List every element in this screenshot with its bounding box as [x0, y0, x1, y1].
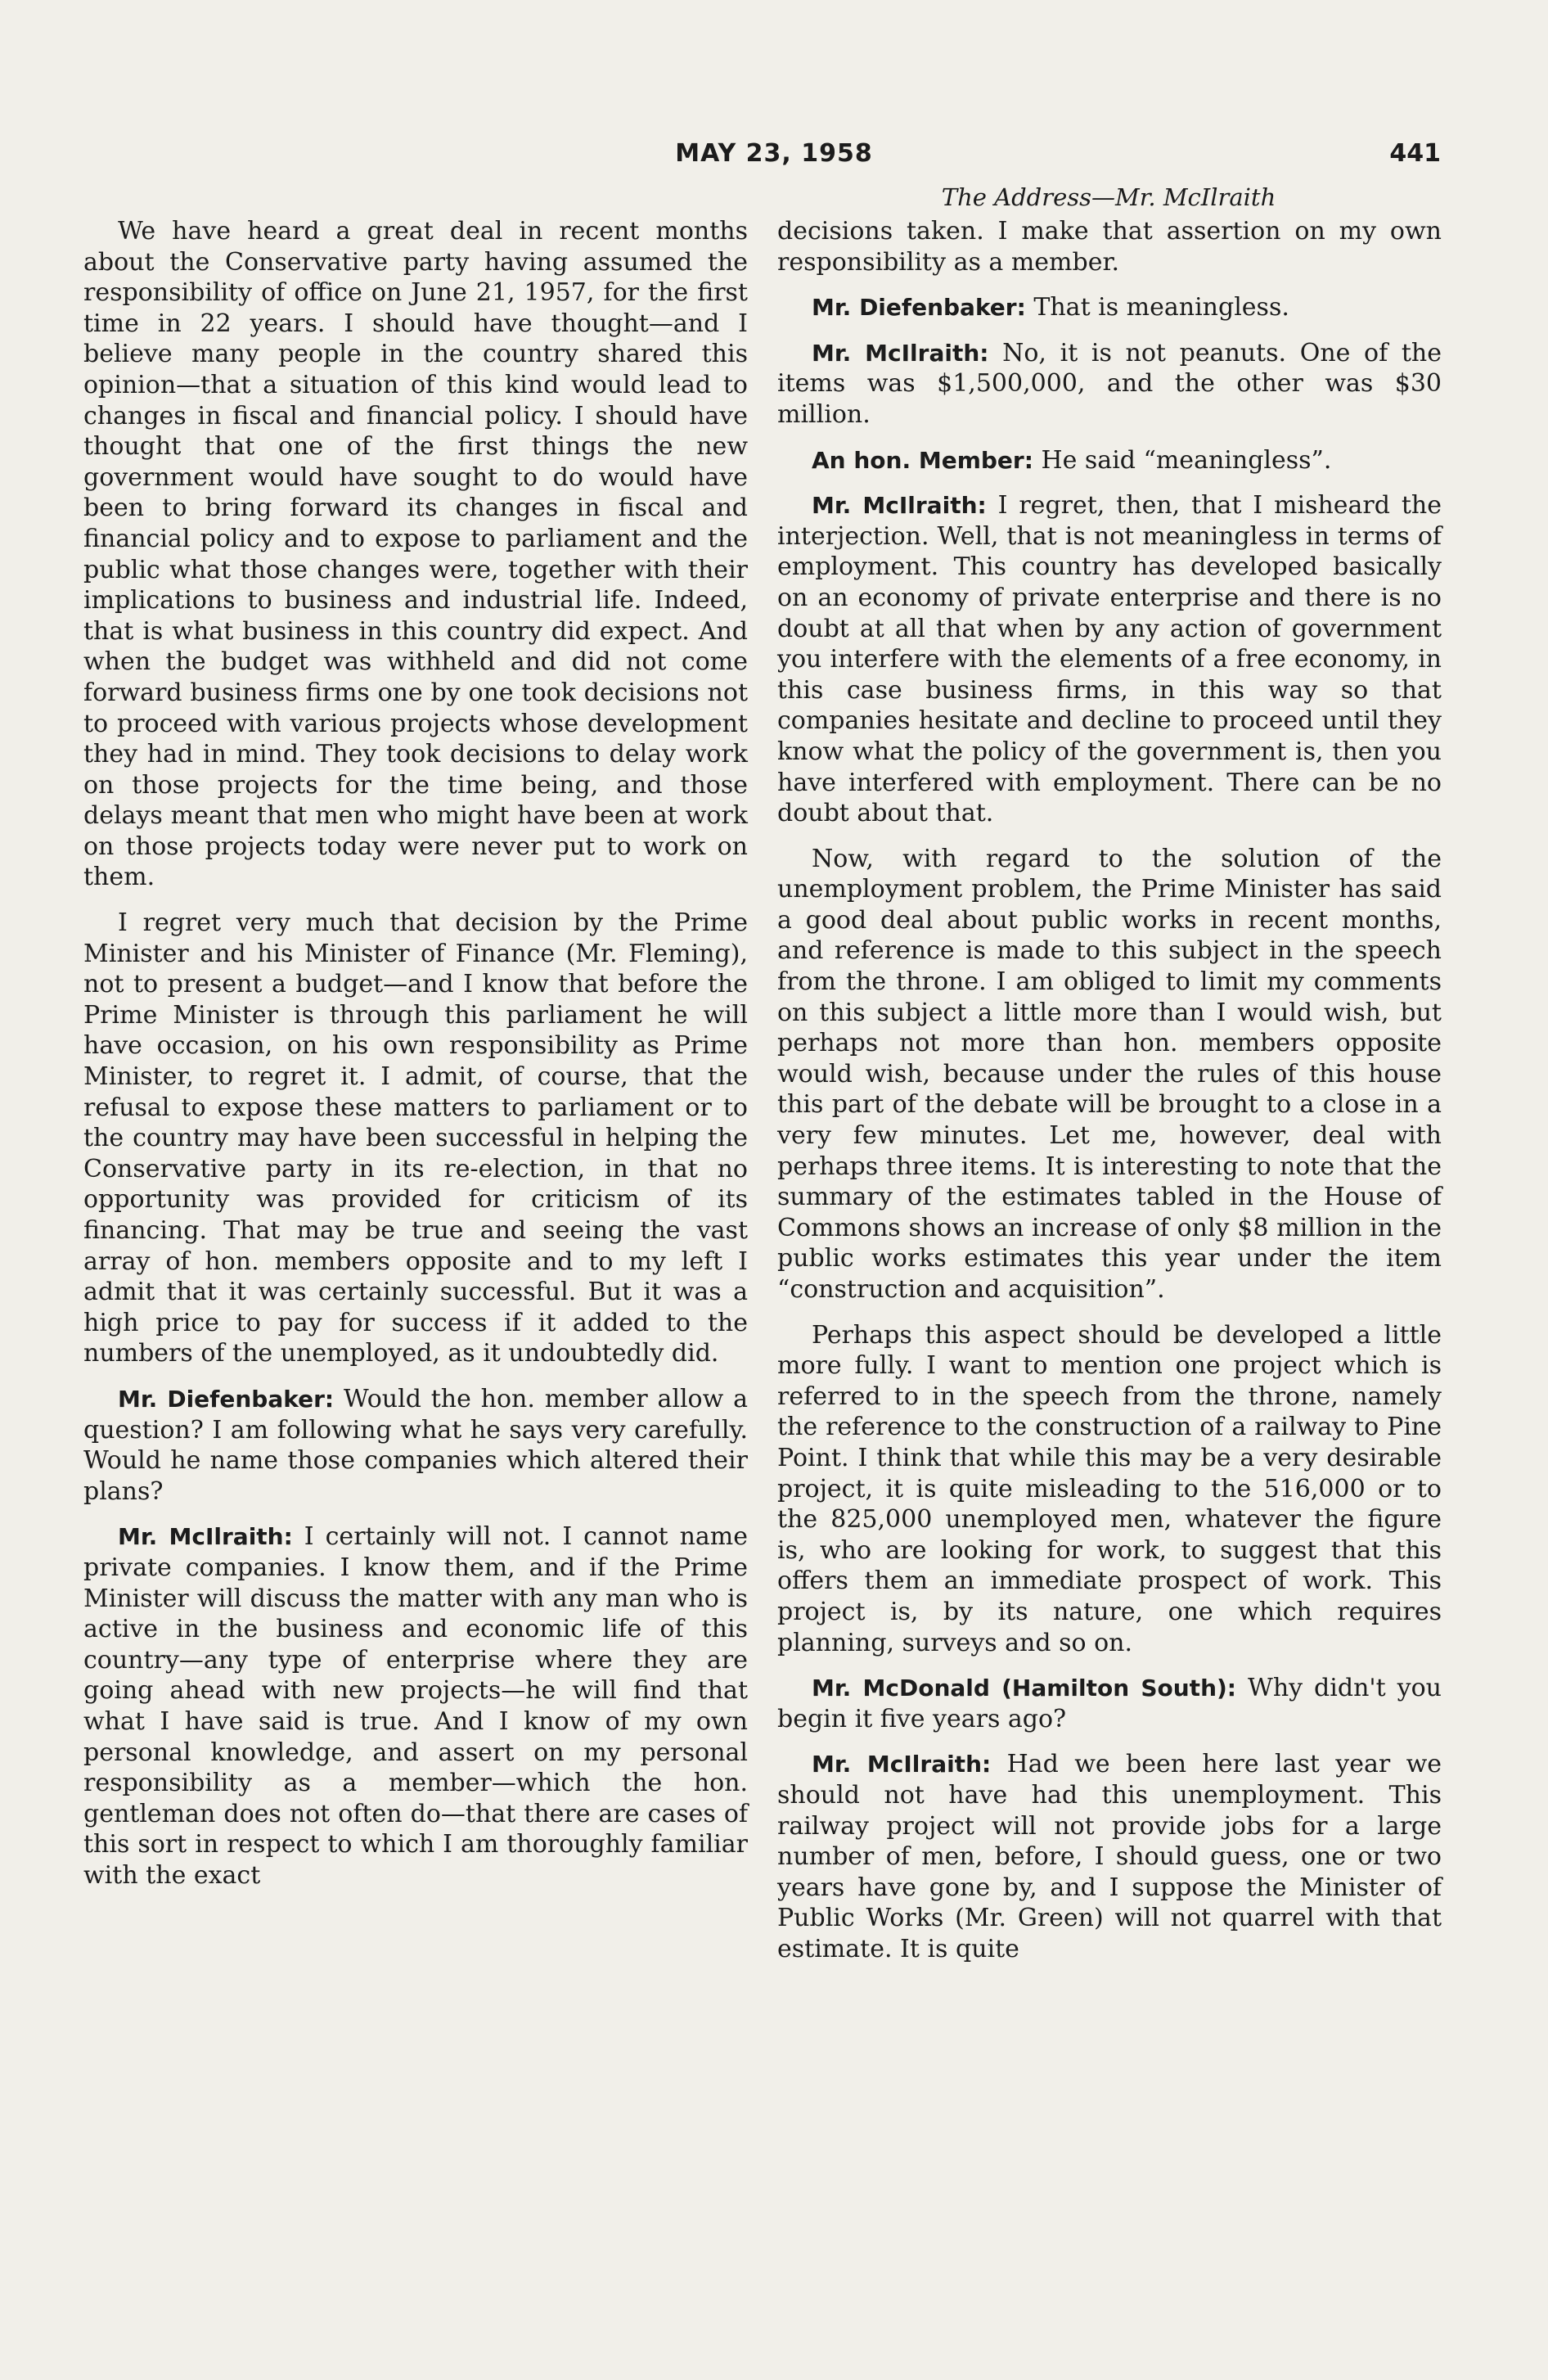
page-date: MAY 23, 1958: [675, 139, 873, 168]
paragraph: decisions taken. I make that assertion on my own responsibility as a member.: [777, 217, 1442, 277]
speaker-name: An hon. Member:: [812, 446, 1033, 474]
speech-text: That is meaningless.: [1025, 293, 1289, 322]
page-number: 441: [1389, 139, 1441, 168]
left-column: [83, 216, 748, 1905]
speech-text: He said “meaningless”.: [1033, 445, 1332, 475]
paragraph: Now, with regard to the solution of the unemployment problem, the Prime Minister has said a good deal about public works in recent months, and reference is made to this subject in the speech from the throne. I am obliged to limit my comments on this subject a little more than I would wish, but perhaps not more than hon. members opposite would wish, because under the rules of this house this part of the debate will be brought to a close in a very few minutes. Let me, however, deal with perhaps three items. It is interesting to note that the summary of the estimates tabled in the House of Commons shows an increase of only $8 million in the public works estimates this year under the item “construction and acquisition”.: [777, 844, 1442, 1304]
speaker-name: Mr. McIlraith:: [812, 339, 989, 367]
speech-paragraph: [83, 1384, 748, 1507]
speech-paragraph: [777, 490, 1442, 829]
speaker-name: Mr. McDonald (Hamilton South):: [812, 1675, 1236, 1702]
speech-paragraph: [83, 1521, 748, 1891]
paragraph: Perhaps this aspect should be developed a little more fully. I want to mention one project which is referred to in the speech from the throne, namely the reference to the construction of a railway to Pine Point. I think that while this may be a very desirable project, it is quite misleading to the 516,000 or to the 825,000 unemployed men, whatever the figure is, who are looking for work, to suggest that this offers them an immediate prospect of work. This project is, by its nature, one which requires planning, surveys and so on.: [777, 1320, 1442, 1657]
speaker-name: Mr. McIlraith:: [118, 1523, 293, 1551]
speech-paragraph: [777, 1749, 1442, 1964]
speaker-name: Mr. Diefenbaker:: [118, 1385, 335, 1413]
right-column: [777, 216, 1442, 1979]
paragraph: We have heard a great deal in recent months about the Conservative party having assumed the responsibility of office on June 21, 1957, for the first time in 22 years. I should have thought—and I believe many people in the country shared this opinion—that a situation of this kind would lead to changes in fiscal and financial policy. I should have thought that one of the first things the new government would have sought to do would have been to bring forward its changes in fiscal and financial policy and to expose to parliament and the public what those changes were, together with their implications to business and industrial life. Indeed, that is what business in this country did expect. And when the budget was withheld and did not come forward business firms one by one took decisions not to proceed with various projects whose development they had in mind. They took decisions to delay work on those projects for the time being, and those delays meant that men who might have been at work on those projects today were never put to work on them.: [83, 217, 748, 892]
speaker-name: Mr. McIlraith:: [812, 1751, 992, 1778]
speech-text: No, it is not peanuts. One of the items was $1,500,000, and the other was $30 million.: [777, 338, 1442, 429]
running-title: The Address—Mr. McIlraith: [941, 183, 1276, 211]
speech-paragraph: [777, 292, 1442, 323]
speech-paragraph: [777, 338, 1442, 430]
paragraph: I regret very much that decision by the Prime Minister and his Minister of Finance (Mr. Fleming), not to present a budget—and I know that before the Prime Minister is through this parliament he will have occasion, on his own responsibility as Prime Minister, to regret it. I admit, of course, that the refusal to expose these matters to parliament or to the country may have been successful in helping the Conservative party in its re-election, in that no opportunity was provided for criticism of its financing. That may be true and seeing the vast array of hon. members opposite and to my left I admit that it was certainly successful. But it was a high price to pay for success if it added to the numbers of the unemployed, as it undoubtedly did.: [83, 908, 748, 1368]
speaker-name: Mr. McIlraith:: [812, 492, 987, 520]
speech-paragraph: [777, 1673, 1442, 1734]
speech-text: Would the hon. member allow a question? I am following what he says very carefully. Would he name those companies which altered their plans?: [83, 1384, 748, 1506]
speech-paragraph: [777, 445, 1442, 476]
speech-text: Had we been here last year we should not have had this unemployment. This railway project will not provide jobs for a large number of men, before, I should guess, one or two years have gone by, and I suppose the Minister of Public Works (Mr. Green) will not quarrel with that estimate. It is quite: [777, 1750, 1442, 1963]
speaker-name: Mr. Diefenbaker:: [812, 294, 1026, 322]
speech-text: I regret, then, that I misheard the interjection. Well, that is not meaningless in terms of employment. This country has developed basically on an economy of private enterprise and there is no doubt at all that when by any action of government you interfere with the elements of a free economy, in this case business firms, in this way so that companies hesitate and decline to proceed until they know what the policy of the government is, then you have interfered with employment. There can be no doubt about that.: [777, 491, 1442, 828]
speech-text: Why didn't you begin it five years ago?: [777, 1674, 1442, 1733]
speech-text: I certainly will not. I cannot name private companies. I know them, and if the Prime Minister will discuss the matter with any man who is active in the business and economic life of this country—any type of enterprise where they are going ahead with new projects—he will find that what I have said is true. And I know of my own personal knowledge, and assert on my personal responsibility as a member—which the hon. gentleman does not often do—that there are cases of this sort in respect to which I am thoroughly familiar with the exact: [83, 1522, 749, 1890]
